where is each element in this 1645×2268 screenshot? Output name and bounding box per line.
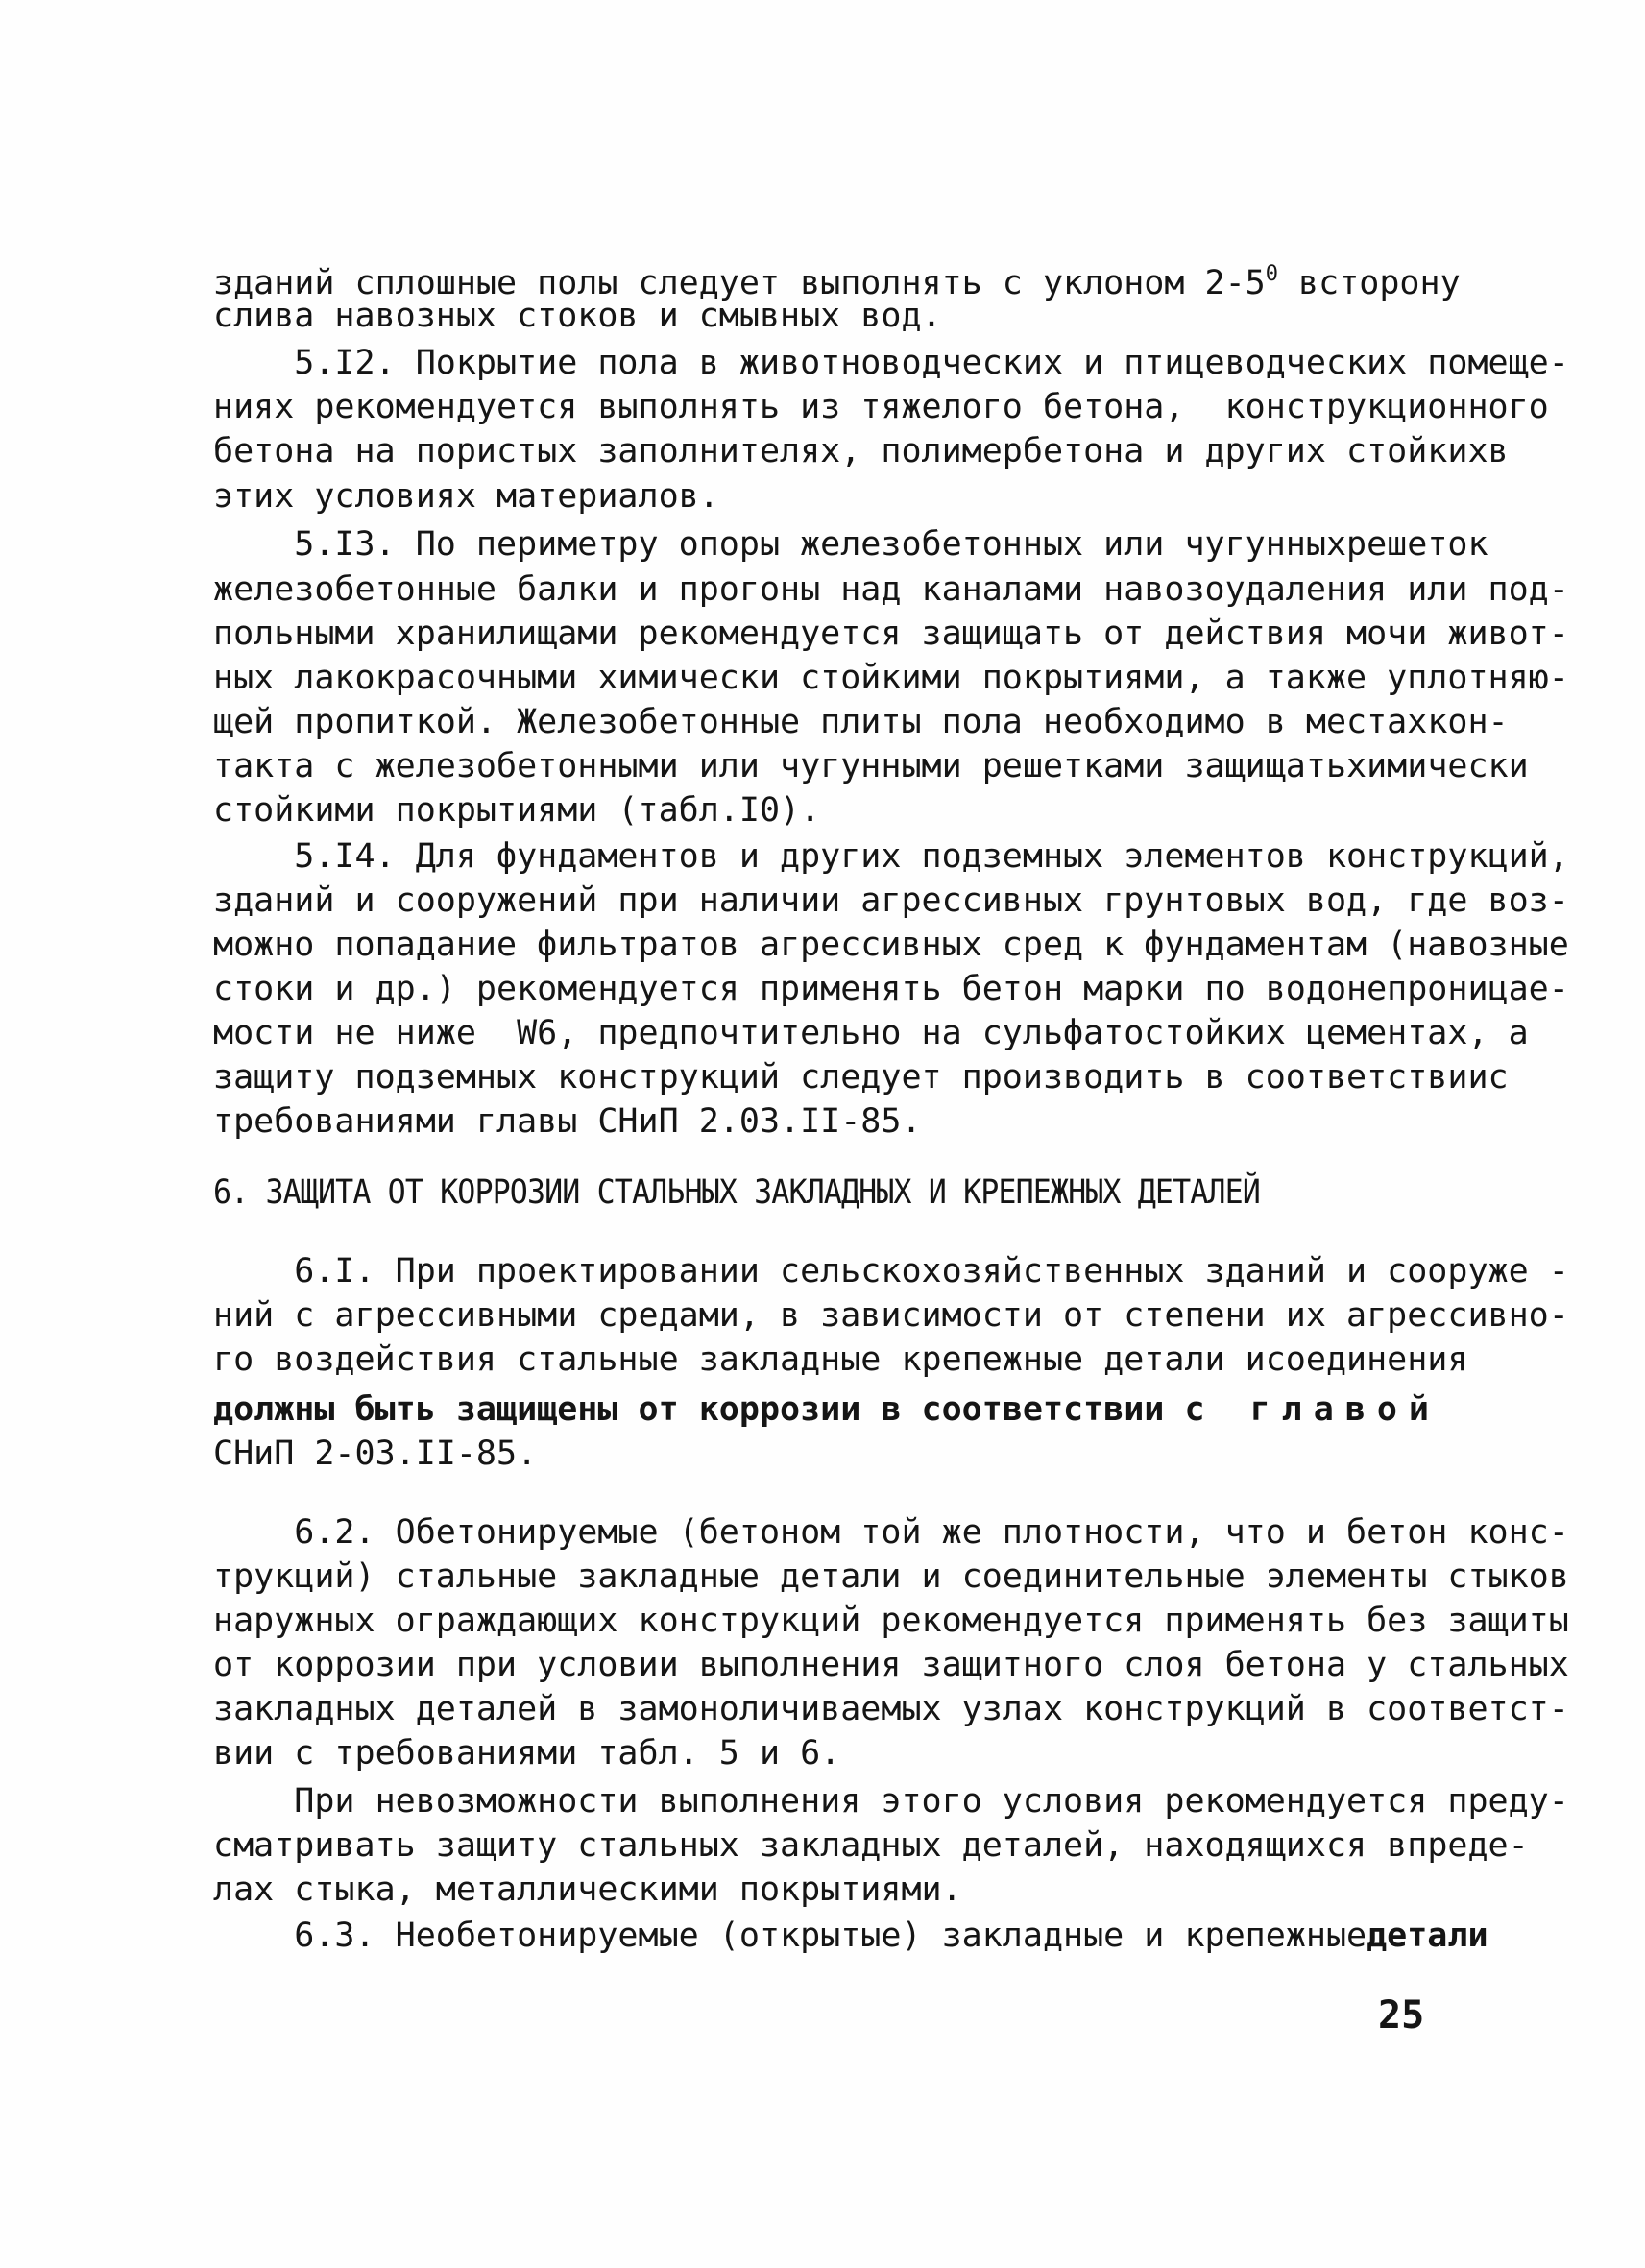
text-fragment: главой	[1249, 1390, 1440, 1429]
paragraph-6-2-line: от коррозии при условии выполнения защитного слоя бетона у стальных	[213, 1646, 1569, 1684]
text-fragment: сматривать защиту стальных закладных деталей, находящихся в	[213, 1826, 1408, 1865]
paragraph-6-2-cont-line	[213, 1826, 1529, 1867]
paragraph-5-14-line: зданий и сооружений при наличии агрессивных грунтовых вод, где воз-	[213, 881, 1569, 920]
paragraph-5-12-line	[213, 432, 1509, 472]
text-fragment: 6.3. Необетонируемые (открытые) закладные и крепежные	[213, 1917, 1367, 1955]
text-fragment: соединения	[1265, 1340, 1468, 1379]
paragraph-6-1-line	[213, 1340, 1468, 1381]
paragraph-5-14-line: мости не ниже W6, предпочтительно на сульфатостойких цементах, а	[213, 1014, 1529, 1052]
paragraph-6-1-line: 6.I. При проектировании сельскохозяйственных зданий и сооруже -	[213, 1252, 1569, 1291]
text-fragment: детали	[1367, 1917, 1488, 1955]
paragraph-6-2-line: трукций) стальные закладные детали и соединительные элементы стыков	[213, 1557, 1569, 1596]
section-heading: 6. ЗАЩИТА ОТ КОРРОЗИИ СТАЛЬНЫХ ЗАКЛАДНЫХ И КРЕПЕЖНЫХ ДЕТАЛЕЙ	[213, 1173, 1260, 1212]
paragraph-5-14-line: требованиями главы СНиП 2.03.II-85.	[213, 1102, 922, 1141]
text-fragment: зданий сплошные полы следует выполнять с уклоном $2-5^0$ в	[213, 262, 1319, 302]
paragraph-5-13-line: железобетонные балки и прогоны над каналами навозоудаления или под-	[213, 570, 1569, 609]
paragraph-6-1-line: СНиП 2-03.II-85.	[213, 1435, 538, 1473]
text-fragment: в	[1488, 432, 1509, 470]
paragraph-6-1-line: ний с агрессивными средами, в зависимости от степени их агрессивно-	[213, 1296, 1569, 1335]
degree-superscript: 0	[1265, 262, 1278, 286]
paragraph-6-3-line	[213, 1917, 1488, 1957]
paragraph-5-12-line: этих условиях материалов.	[213, 477, 719, 516]
text-fragment: преде-	[1407, 1826, 1529, 1865]
paragraph-6-2-line: вии с требованиями табл. 5 и 6.	[213, 1734, 841, 1773]
text-fragment: бетона на пористых заполнителях, полимербетона и других стойких	[213, 432, 1488, 470]
paragraph-6-2-cont-line: При невозможности выполнения этого условия рекомендуется преду-	[213, 1782, 1569, 1821]
paragraph-5-13-line	[213, 703, 1509, 743]
paragraph-5-14-line: 5.I4. Для фундаментов и других подземных элементов конструкций,	[213, 837, 1569, 876]
text-fragment: го воздействия стальные закладные крепежные детали и	[213, 1340, 1266, 1379]
paragraph-5-13-line: ных лакокрасочными химически стойкими покрытиями, а также уплотняю-	[213, 659, 1569, 697]
text-fragment: кон-	[1427, 703, 1509, 741]
text-fragment: химически	[1346, 747, 1529, 785]
text-fragment: защиту подземных конструкций следует производить в соответствии	[213, 1058, 1488, 1097]
text-fragment: такта с железобетонными или чугунными решетками защищать	[213, 747, 1347, 785]
text-fragment: должны быть защищены от коррозии в соответствии с	[213, 1390, 1205, 1429]
text-fragment: сторону	[1318, 264, 1461, 302]
paragraph-6-2-cont-line: лах стыка, металлическими покрытиями.	[213, 1870, 962, 1909]
text-line: слива навозных стоков и смывных вод.	[213, 297, 942, 335]
text-line	[213, 255, 1461, 302]
paragraph-5-14-line: стоки и др.) рекомендуется применять бетон марки по водонепроницае-	[213, 970, 1569, 1008]
paragraph-6-2-line: 6.2. Обетонируемые (бетоном той же плотности, что и бетон конс-	[213, 1513, 1569, 1552]
text-fragment: 5.I3. По периметру опоры железобетонных или чугунных	[213, 525, 1347, 564]
paragraph-5-14-line	[213, 1058, 1509, 1098]
text-fragment: с	[1488, 1058, 1509, 1097]
paragraph-5-12-line: 5.I2. Покрытие пола в животноводческих и птицеводческих помеще-	[213, 344, 1569, 382]
page-number: 25	[1378, 1993, 1425, 2038]
paragraph-6-2-line: закладных деталей в замоноличиваемых узлах конструкций в соответст-	[213, 1690, 1569, 1728]
paragraph-5-12-line: ниях рекомендуется выполнять из тяжелого бетона, конструкционного	[213, 388, 1549, 426]
paragraph-6-1-line	[213, 1390, 1440, 1431]
paragraph-6-2-line: наружных ограждающих конструкций рекомендуется применять без защиты	[213, 1602, 1569, 1640]
paragraph-5-13-line: польными хранилищами рекомендуется защищать от действия мочи живот-	[213, 615, 1569, 653]
text-fragment: решеток	[1346, 525, 1488, 564]
paragraph-5-13-line	[213, 525, 1488, 566]
paragraph-5-13-line: стойкими покрытиями (табл.I0).	[213, 791, 821, 830]
text-fragment: щей пропиткой. Железобетонные плиты пола необходимо в местах	[213, 703, 1428, 741]
paragraph-5-13-line	[213, 747, 1529, 787]
paragraph-5-14-line: можно попадание фильтратов агрессивных сред к фундаментам (навозные	[213, 926, 1569, 964]
